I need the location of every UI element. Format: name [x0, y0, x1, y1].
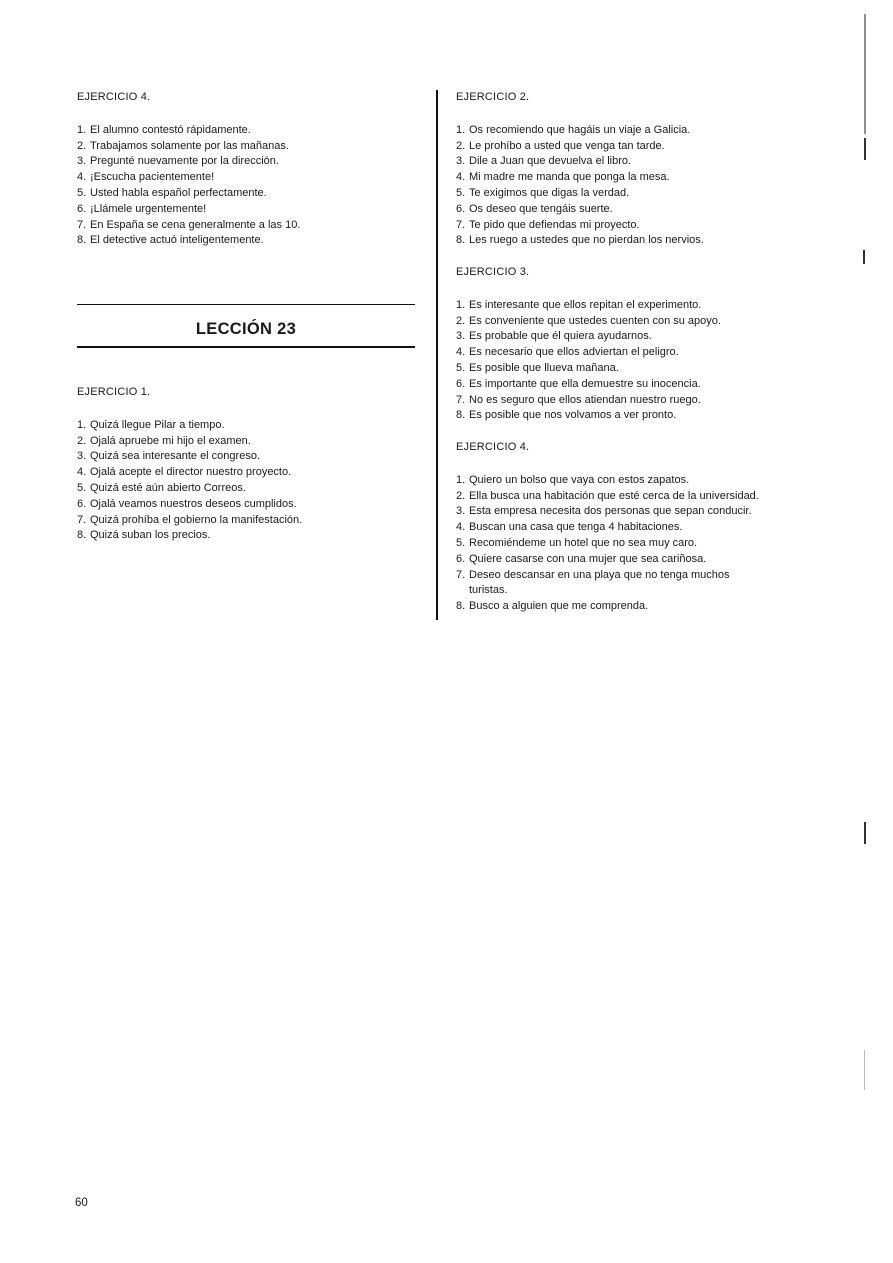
exercise-heading: EJERCICIO 4.	[77, 91, 151, 103]
left-exercise-4	[77, 90, 422, 249]
right-exercise-2	[456, 90, 816, 249]
list-item: 3. Esta empresa necesita dos personas que sepan conducir.	[456, 505, 752, 518]
list-item: 7. En España se cena generalmente a las 10.	[77, 218, 301, 231]
exercise-heading: EJERCICIO 2.	[456, 91, 530, 103]
exercise-heading: EJERCICIO 4.	[456, 441, 530, 453]
lesson-title: LECCIÓN 23	[195, 320, 297, 338]
list-item: 5. Usted habla español perfectamente.	[77, 186, 267, 199]
list-item: 8. Les ruego a ustedes que no pierdan los nervios.	[456, 234, 704, 247]
list-item: 5. Te exigimos que digas la verdad.	[456, 186, 630, 199]
list-item: 1. Es interesante que ellos repitan el experimento.	[456, 298, 702, 311]
list-item: 2. Trabajamos solamente por las mañanas.	[77, 139, 289, 152]
column-divider	[436, 90, 438, 620]
exercise-list	[456, 298, 816, 424]
list-item: 6. Os deseo que tengáis suerte.	[456, 202, 613, 215]
list-item: 2. Ella busca una habitación que esté cerca de la universidad.	[456, 489, 759, 502]
list-item: 3. Pregunté nuevamente por la dirección.	[77, 155, 279, 168]
list-item: 6. Es importante que ella demuestre su inocencia.	[456, 377, 701, 390]
list-item: 8. El detective actuó inteligentemente.	[77, 234, 264, 247]
list-item: 2. Ojalá apruebe mi hijo el examen.	[77, 434, 251, 447]
list-item: 1. Quizá llegue Pilar a tiempo.	[77, 418, 225, 431]
list-item: 4. Buscan una casa que tenga 4 habitaciones.	[456, 521, 683, 534]
list-item: 7. No es seguro que ellos atiendan nuestro ruego.	[456, 393, 701, 406]
list-item: 4. Ojalá acepte el director nuestro proyecto.	[77, 466, 292, 479]
list-item: 3. Es probable que él quiera ayudarnos.	[456, 330, 652, 343]
list-item: 1. El alumno contestó rápidamente.	[77, 123, 251, 136]
list-item: 8. Quizá suban los precios.	[77, 529, 211, 542]
list-item: 5. Es posible que llueva mañana.	[456, 361, 619, 374]
list-item: 8. Es posible que nos volvamos a ver pronto.	[456, 409, 677, 422]
list-item: 4. ¡Escucha pacientemente!	[77, 171, 215, 184]
list-item: 8. Busco a alguien que me comprenda.	[456, 600, 649, 613]
right-exercise-3	[456, 265, 816, 424]
list-item: 3. Quizá sea interesante el congreso.	[77, 450, 260, 463]
list-item: 1. Quiero un bolso que vaya con estos zapatos.	[456, 473, 690, 486]
lesson-rule-top	[77, 304, 415, 305]
exercise-list	[77, 123, 422, 249]
list-item: 6. ¡Llámele urgentemente!	[77, 202, 207, 215]
list-item: 5. Quizá esté aún abierto Correos.	[77, 481, 246, 494]
list-item: 1. Os recomiendo que hagáis un viaje a Galicia.	[456, 123, 691, 136]
list-item: 4. Es necesario que ellos adviertan el peligro.	[456, 346, 679, 359]
left-exercise-1	[77, 385, 422, 544]
exercise-heading: EJERCICIO 1.	[77, 386, 151, 398]
list-item: 7. Deseo descansar en una playa que no tenga muchos turistas.	[456, 568, 730, 597]
exercise-list	[456, 473, 816, 615]
exercise-heading: EJERCICIO 3.	[456, 266, 530, 278]
list-item: 3. Dile a Juan que devuelva el libro.	[456, 155, 632, 168]
list-item: 2. Es conveniente que ustedes cuenten con su apoyo.	[456, 314, 721, 327]
scan-edge-mark	[864, 14, 866, 134]
exercise-list	[456, 123, 816, 249]
scan-edge-mark	[864, 1050, 865, 1090]
list-item: 7. Quizá prohíba el gobierno la manifestación.	[77, 513, 303, 526]
scan-edge-mark	[863, 250, 865, 264]
lesson-rule-bottom	[77, 346, 415, 348]
scan-edge-mark	[864, 138, 866, 160]
scan-edge-mark	[864, 822, 866, 844]
list-item: 6. Quiere casarse con una mujer que sea cariñosa.	[456, 552, 707, 565]
list-item: 4. Mi madre me manda que ponga la mesa.	[456, 171, 670, 184]
right-exercise-4	[456, 440, 816, 615]
list-item: 6. Ojalá veamos nuestros deseos cumplidos.	[77, 497, 297, 510]
list-item: 2. Le prohíbo a usted que venga tan tarde.	[456, 139, 665, 152]
page-number: 60	[75, 1197, 88, 1209]
list-item: 7. Te pido que defiendas mi proyecto.	[456, 218, 640, 231]
exercise-list	[77, 418, 422, 544]
list-item: 5. Recomiéndeme un hotel que no sea muy caro.	[456, 536, 698, 549]
